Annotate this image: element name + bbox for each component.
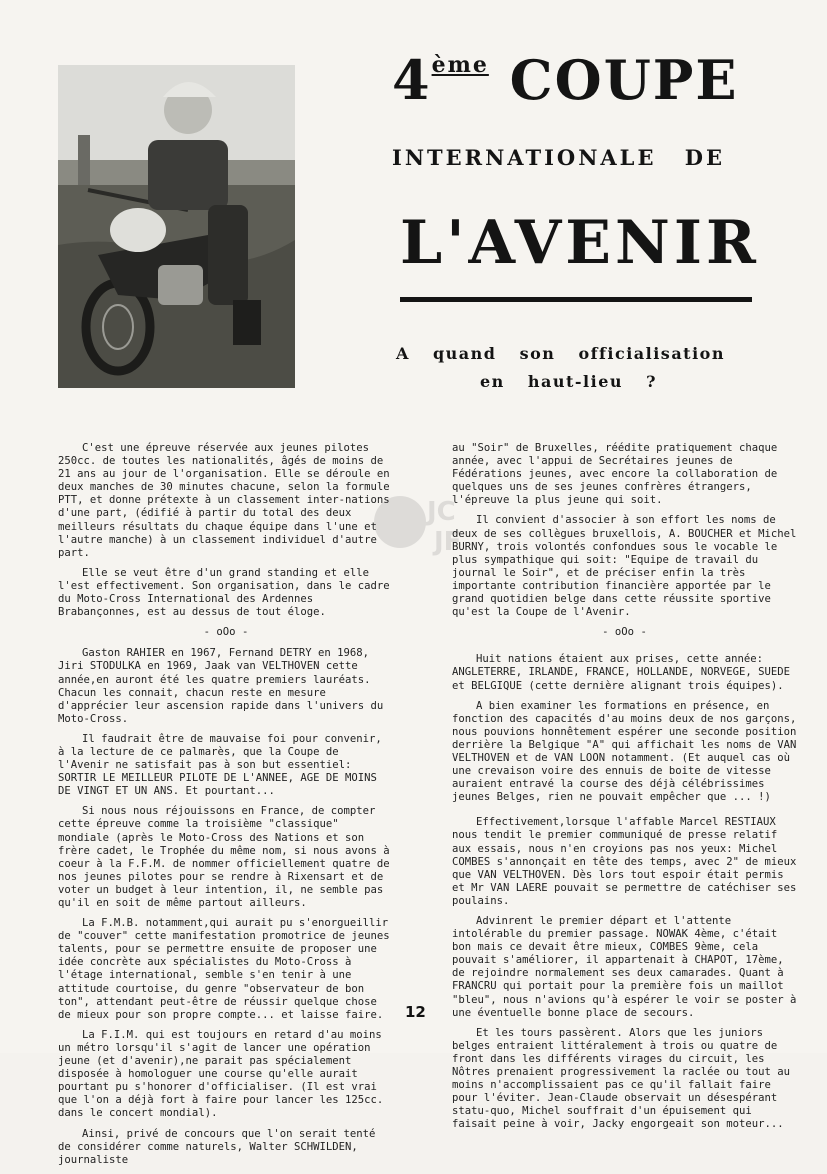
- paragraph: Elle se veut être d'un grand standing et elle l'est effectivement. Son organisation, dans le cadre du Moto-Cross International des Ardennes Brabançonnes, est au dessus de tout éloge.: [58, 566, 390, 619]
- paragraph: C'est une épreuve réservée aux jeunes pilotes 250cc. de toutes les nationalités, âgés de moins de 21 ans au jour de l'organisation. Elle se déroule en deux manches de 30 minutes chacune, selon la formule PTT, et donne prétexte à un classement inter-nations d'une part, (édifié à partir du total des deux meilleurs résultats du chaque équipe dans l'une et l'autre manche) à un classement individuel d'autre part.: [58, 442, 390, 559]
- paragraph: Il faudrait être de mauvaise foi pour convenir, à la lecture de ce palmarès, que la Coupe de l'Avenir ne satisfait pas à son but essentiel: SORTIR LE MEILLEUR PILOTE DE L'ANNEE, AGE DE MOINS DE VINGT ET UN ANS. Et pourtant...: [58, 732, 382, 798]
- article-right-column: [452, 442, 797, 1139]
- section-separator: - oOo -: [602, 626, 647, 639]
- photo-child-on-motorbike: [58, 65, 295, 388]
- paragraph: Gaston RAHIER en 1967, Fernand DETRY en 1968, Jiri STODULKA en 1969, Jaak van VELTHOVEN cette année,en auront été les quatre premiers lauréats. Chacun les connait, chacun reste en mesure d'apprécier leur ascension rapide dans l'univers du Moto-Cross.: [58, 647, 384, 725]
- title-number: 4: [392, 48, 432, 112]
- svg-text:JC: JC: [427, 497, 456, 527]
- paragraph: La F.I.M. qui est toujours en retard d'au moins un métro lorsqu'il s'agit de lancer une opération jeune (et d'avenir),ne parait pas spécialement disposée à homologuer une course qu'elle aurait pourtant pu s'honorer d'officialiser. (Il est vrai que l'on a déjà fort à faire pour lancer les 125cc. dans le concert mondial).: [58, 1028, 384, 1120]
- paragraph: Huit nations étaient aux prises, cette année: ANGLETERRE, IRLANDE, FRANCE, HOLLANDE, NORVEGE, SUEDE et BELGIQUE (cette dernière alignant trois équipes).: [452, 653, 791, 692]
- title-word-coupe: COUPE: [509, 48, 739, 112]
- subtitle-line-2: en haut-lieu ?: [480, 372, 657, 391]
- paragraph: La F.M.B. notamment,qui aurait pu s'enorgueillir de "couver" cette manifestation promotrice de jeunes talents, pour se permettre ensuite de proposer une idée concrète aux spécialistes du Moto-Cross à l'étage international, semble s'en tenir à une attitude courtoise, du genre "observateur de bon ton", attendant peut-être de réussir quelque chose de mieux pour son propre compte... et laisse faire.: [58, 917, 390, 1021]
- section-separator: - oOo -: [203, 626, 249, 639]
- paragraph: Il convient d'associer à son effort les noms de deux de ses collègues bruxellois, A. BOUCHER et Michel BURNY, trois volontés confondues sous le vocable le plus sympathique qui soit: "Equipe de travail du journal le Soir", et de préciser enfin la très importante contribution financière apportée par le grand quotidien belge dans cette réussite sportive qu'est la Coupe de l'Avenir.: [452, 514, 797, 619]
- title-rule: [400, 297, 752, 302]
- title-line-2: INTERNATIONALE DE: [392, 145, 725, 170]
- title-superscript: ème: [431, 52, 489, 78]
- paragraph: Et les tours passèrent. Alors que les juniors belges entraient littéralement à trois ou quatre de front dans les différents virages du circuit, les Nôtres prenaient progressivement la raclée ou tout au moins n'accomplissaient pas ce qu'il fallait faire pour l'éviter. Jean-Claude observait un désespérant statu-quo, Michel souffrait d'un épuisement qui faisait peine à voir, Jacky engorgeait son moteur...: [452, 1026, 791, 1131]
- paragraph: au "Soir" de Bruxelles, réédite pratiquement chaque année, avec l'appui de Secrétaires jeunes de Fédérations jeunes, avec encore la collaboration de quelques uns de ses jeunes confrères étrangers, l'épreuve la plus jeune qui soit.: [452, 442, 778, 507]
- paragraph: Ainsi, privé de concours que l'on serait tenté de considérer comme naturels, Walter SCHWILDEN, journaliste: [58, 1127, 376, 1166]
- paragraph: Si nous nous réjouissons en France, de compter cette épreuve comme la troisième "classique" mondiale (après le Moto-Cross des Nations et son frère cadet, le Trophée du même nom, si nous avons à coeur à la F.F.M. de nommer officiellement quatre de nos jeunes pilotes pour se rendre à Rixensart et de voter un budget à leur intention, il, ne semble pas qu'il en soit de même partout ailleurs.: [58, 805, 390, 909]
- paragraph: Advinrent le premier départ et l'attente intolérable du premier passage. NOWAK 4ème, c'était bon mais ce devait être mieux, COMBES 9ème, cela pouvait s'améliorer, il appartenait à CHAPOT, 17ème, de rejoindre normalement ses deux camarades. Quant à FRANCRU qui portait pour la première fois un maillot "bleu", nous n'avions qu'à espérer le voir se poster à une éventuelle bonne place de secours.: [452, 915, 797, 1019]
- paragraph: Effectivement,lorsque l'affable Marcel RESTIAUX nous tendit le premier communiqué de presse relatif aux essais, nous n'en croyions pas nos yeux: Michel COMBES s'annonçait en tête des temps, avec 2" de mieux que VAN VELTHOVEN. Dès lors tout espoir était permis et Mr VAN LAERE pouvait se permettre de catéchiser ses poulains.: [452, 816, 797, 907]
- page-number: 12: [405, 1003, 426, 1021]
- title-line-1: [392, 48, 739, 112]
- title-line-3: L'AVENIR: [400, 208, 760, 278]
- svg-text:JF: JF: [434, 527, 462, 557]
- subtitle-line-1: A quand son officialisation: [396, 344, 725, 363]
- article-left-column: [58, 442, 394, 1174]
- paragraph: A bien examiner les formations en présence, en fonction des capacités d'au moins deux de nos garçons, nous pouvions honnêtement espérer une seconde position derrière la Belgique "A" qui affichait les noms de VAN VELTHOVEN et de VAN LOON notamment. (Et auquel cas où une crevaison voire des ennuis de boite de vitesse auraient entravé la course des déjà célébrissimes jeunes Belges, rien ne pouvait empêcher que ... !): [452, 699, 797, 804]
